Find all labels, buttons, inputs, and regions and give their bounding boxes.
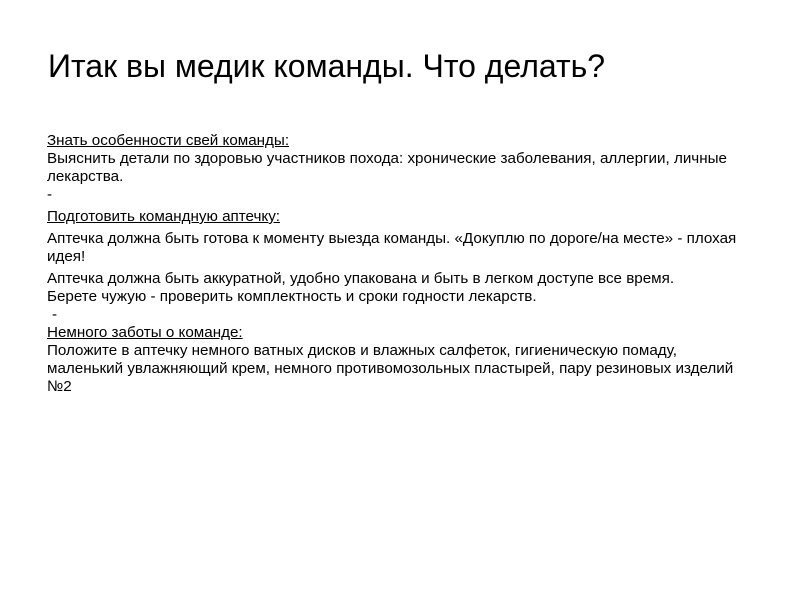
kit-text-readiness: Аптечка должна быть готова к моменту выезда команды. «Докуплю по дороге/на месте» - плохая идея! [47, 230, 737, 265]
kit-text-borrowed: Берете чужую - проверить комплектность и сроки годности лекарств. [47, 288, 537, 305]
kit-text-packing: Аптечка должна быть аккуратной, удобно упакована и быть в легком доступе все время. [47, 270, 675, 287]
slide-title: Итак вы медик команды. Что делать? [48, 48, 606, 84]
separator-dash-1: - [47, 186, 53, 203]
slide-body [47, 132, 747, 396]
separator-dash-2: - [52, 306, 58, 323]
care-heading: Немного заботы о команде: [47, 324, 243, 341]
care-text: Положите в аптечку немного ватных дисков и влажных салфеток, гигиеническую помаду, маленький увлажняющий крем, немного противомозольных пластырей, пару резиновых изделий №2 [47, 342, 734, 395]
team-heading: Знать особенности свей команды: [47, 132, 290, 149]
kit-heading: Подготовить командную аптечку: [47, 208, 281, 225]
team-text: Выяснить детали по здоровью участников похода: хронические заболевания, аллергии, личные лекарства. [47, 150, 727, 185]
